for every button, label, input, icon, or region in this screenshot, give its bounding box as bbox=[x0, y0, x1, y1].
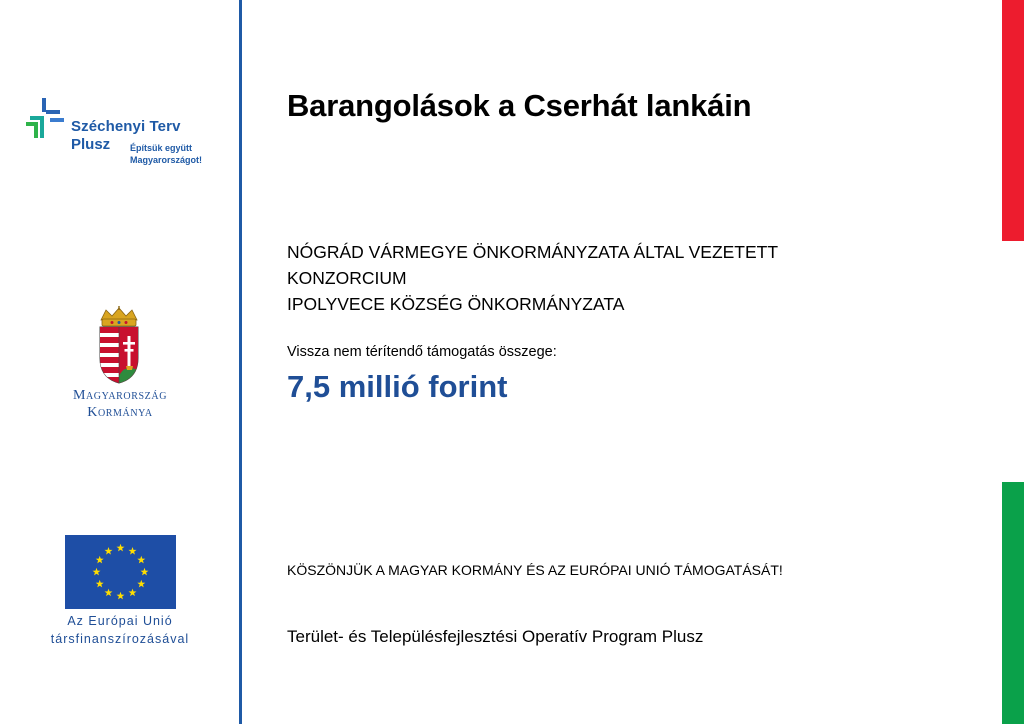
eu-star-icon bbox=[117, 544, 125, 552]
eu-caption-line1: Az Európai Unió bbox=[67, 614, 173, 628]
szechenyi-terv-logo bbox=[26, 96, 226, 176]
szechenyi-cross-icon bbox=[26, 96, 74, 144]
vertical-divider bbox=[239, 0, 242, 724]
szechenyi-slogan bbox=[130, 142, 202, 166]
beneficiary-line: NÓGRÁD VÁRMEGYE ÖNKORMÁNYZATA ÁLTAL VEZETETT bbox=[287, 242, 779, 262]
beneficiary-line: IPOLYVECE KÖZSÉG ÖNKORMÁNYZATA bbox=[287, 294, 625, 314]
government-name-line2: Kormánya bbox=[87, 405, 153, 420]
eu-star-icon bbox=[129, 589, 137, 597]
eu-star-icon bbox=[105, 589, 113, 597]
eu-star-icon bbox=[105, 547, 113, 555]
szechenyi-slogan-line1: Építsük együtt bbox=[130, 143, 193, 153]
project-title: Barangolások a Cserhát lankáin bbox=[287, 88, 752, 123]
hungarian-coat-of-arms-icon bbox=[96, 306, 142, 384]
eu-star-icon bbox=[96, 556, 104, 564]
beneficiary-block bbox=[287, 239, 967, 317]
eu-star-icon bbox=[93, 568, 101, 576]
szechenyi-title-line1: Széchenyi Terv bbox=[71, 118, 181, 135]
eu-star-icon bbox=[117, 592, 125, 600]
szechenyi-title-line2: Plusz bbox=[71, 136, 111, 153]
eu-caption-line2: társfinanszírozásával bbox=[50, 632, 190, 646]
eu-star-icon bbox=[137, 580, 145, 588]
eu-star-icon bbox=[129, 547, 137, 555]
government-name-line1: Magyarország bbox=[72, 388, 168, 403]
thanks-text: KÖSZÖNJÜK A MAGYAR KORMÁNY ÉS AZ EURÓPAI UNIÓ TÁMOGATÁSÁT! bbox=[287, 562, 783, 578]
grant-amount: 7,5 millió forint bbox=[287, 369, 508, 404]
eu-star-icon bbox=[96, 580, 104, 588]
beneficiary-line: KONZORCIUM bbox=[287, 268, 407, 288]
program-name: Terület- és Településfejlesztési Operatív Program Plusz bbox=[287, 627, 704, 646]
eu-star-icon bbox=[137, 556, 145, 564]
flag-stripe-green bbox=[1002, 482, 1024, 724]
grant-amount-label: Vissza nem térítendő támogatás összege: bbox=[287, 344, 557, 360]
flag-stripe-red bbox=[1002, 0, 1024, 241]
eu-stars-icon bbox=[65, 535, 176, 609]
szechenyi-slogan-line2: Magyarországot! bbox=[130, 155, 203, 165]
eu-star-icon bbox=[141, 568, 149, 576]
eu-flag bbox=[65, 535, 176, 609]
